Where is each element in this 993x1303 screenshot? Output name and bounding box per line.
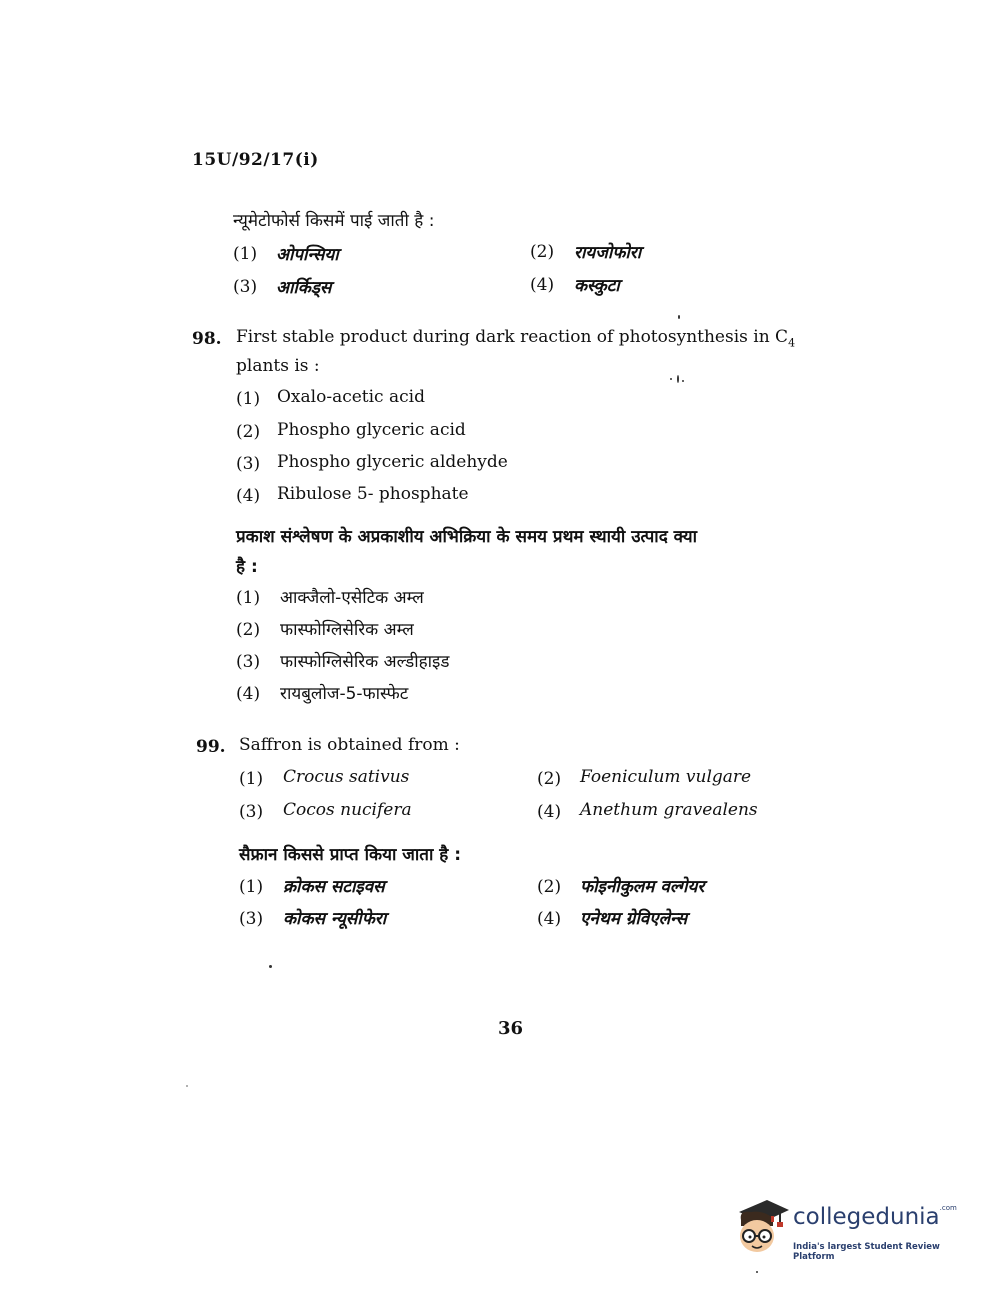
scan-speck (186, 1085, 188, 1087)
q99-hindi-question: सैफ्रान किससे प्राप्त किया जाता है : (239, 845, 462, 865)
page-number: 36 (498, 1018, 524, 1039)
q98-hindi-option-num: (3) (236, 652, 261, 672)
q99-number: 99. (196, 737, 226, 757)
q97-option-text: ओपन्सिया (276, 245, 339, 265)
q98-option-text: Phospho glyceric aldehyde (277, 452, 508, 472)
logo-tagline: India's largest Student Review Platform (793, 1242, 940, 1262)
q98-option-num: (1) (236, 389, 261, 409)
q98-hindi-option-text: आक्जैलो-एसेटिक अम्ल (280, 588, 424, 608)
scan-speck (269, 965, 272, 968)
q98-question-line1: First stable product during dark reaction of photosynthesis in $C_4$ (236, 327, 796, 350)
logo-wordmark: collegedunia$^{.com}$ (793, 1204, 957, 1230)
q98-option-text: Ribulose 5- phosphate (277, 484, 469, 504)
q98-option-text: Oxalo-acetic acid (277, 387, 425, 407)
q99-option-num: (1) (239, 769, 264, 789)
q97-hindi-question: न्यूमेटोफोर्स किसमें पाई जाती है : (233, 211, 435, 231)
q98-option-text: Phospho glyceric acid (277, 420, 466, 440)
q97-option-text: आर्किड्स (276, 278, 332, 298)
q97-option-num: (3) (233, 277, 258, 297)
q99-option-num: (2) (537, 769, 562, 789)
q99-question: Saffron is obtained from : (239, 735, 460, 755)
q97-option-text: कस्कुटा (574, 276, 620, 296)
q98-hindi-question-line1: प्रकाश संश्लेषण के अप्रकाशीय अभिक्रिया के समय प्रथम स्थायी उत्पाद क्या (236, 527, 697, 547)
q99-hindi-option-num: (3) (239, 909, 264, 929)
q98-hindi-option-num: (4) (236, 684, 261, 704)
scan-speck (682, 380, 684, 382)
q98-hindi-option-num: (1) (236, 588, 261, 608)
q99-option-num: (4) (537, 802, 562, 822)
q99-hindi-option-num: (1) (239, 877, 264, 897)
q99-option-text: Anethum gravealens (580, 800, 758, 820)
q99-hindi-option-num: (2) (537, 877, 562, 897)
q99-hindi-option-text: कोकस न्यूसीफेरा (283, 909, 387, 929)
q98-number: 98. (192, 329, 222, 349)
q99-hindi-option-text: फोइनीकुलम वल्गेयर (580, 877, 705, 897)
q98-question-line2: plants is : (236, 356, 320, 376)
q98-hindi-option-text: रायबुलोज-5-फास्फेट (280, 684, 409, 704)
q98-option-num: (3) (236, 454, 261, 474)
scan-speck (670, 378, 672, 380)
q99-option-text: Cocos nucifera (283, 800, 412, 820)
q98-hindi-question-line2: है : (236, 557, 258, 577)
q98-hindi-option-num: (2) (236, 620, 261, 640)
paper-code: 15U/92/17(i) (192, 150, 319, 170)
q97-option-text: रायजोफोरा (574, 243, 642, 263)
scan-speck (677, 375, 679, 383)
q97-option-num: (2) (530, 242, 555, 262)
q99-hindi-option-text: क्रोकस सटाइवस (283, 877, 385, 897)
q99-hindi-option-num: (4) (537, 909, 562, 929)
q98-option-num: (2) (236, 422, 261, 442)
q99-option-text: Foeniculum vulgare (580, 767, 752, 787)
q99-hindi-option-text: एनेथम ग्रेविएलेन्स (580, 909, 688, 929)
q97-option-num: (4) (530, 275, 555, 295)
scan-speck (678, 315, 680, 319)
scan-speck (756, 1271, 758, 1273)
q98-option-num: (4) (236, 486, 261, 506)
q98-hindi-option-text: फास्फोग्लिसेरिक अल्डीहाइड (280, 652, 450, 672)
q99-option-text: Crocus sativus (283, 767, 410, 787)
student-mascot-icon (733, 1196, 791, 1258)
collegedunia-logo (733, 1196, 963, 1266)
q97-option-num: (1) (233, 244, 258, 264)
q98-hindi-option-text: फास्फोग्लिसेरिक अम्ल (280, 620, 414, 640)
q99-option-num: (3) (239, 802, 264, 822)
